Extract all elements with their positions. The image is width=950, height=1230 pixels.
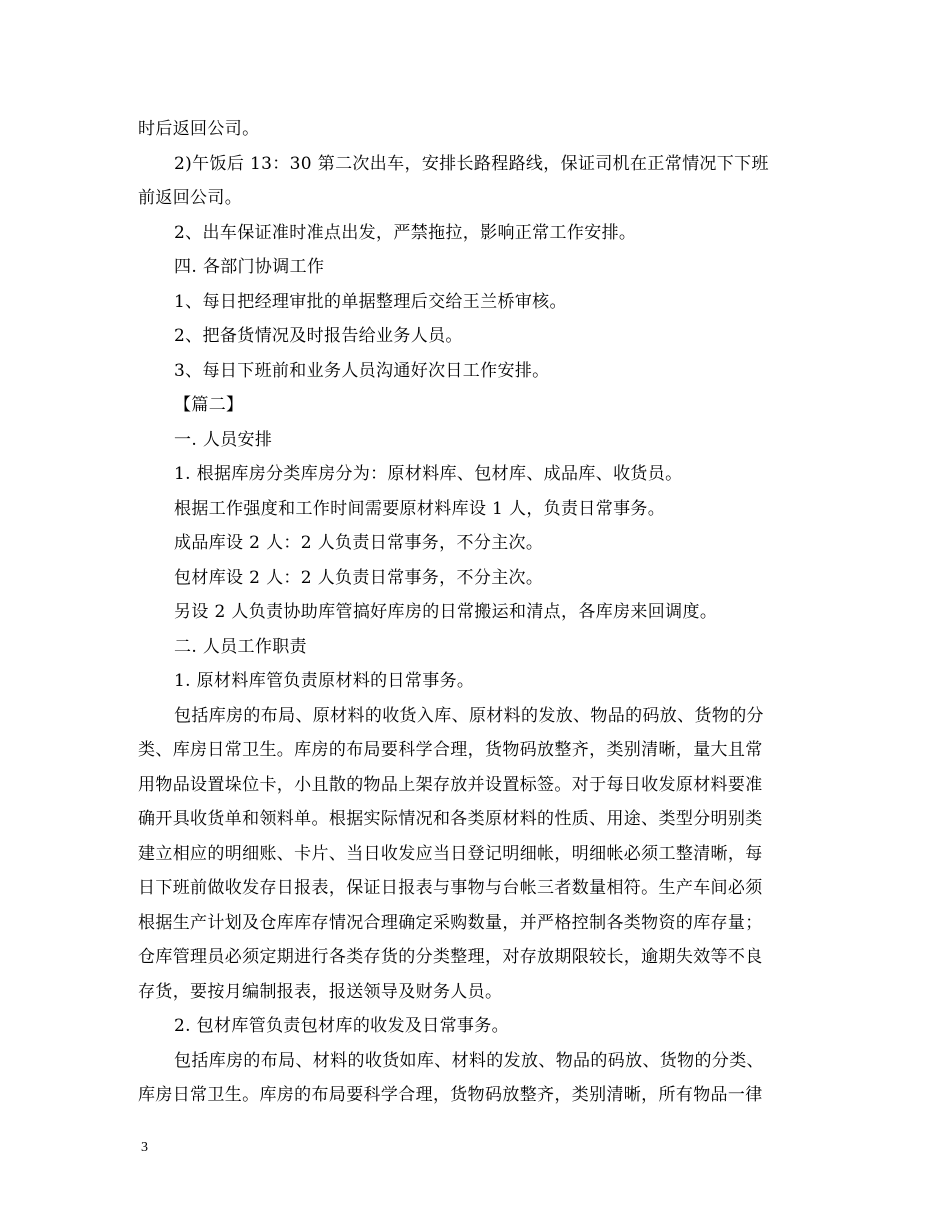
text-line: 2)午饭后 13：30 第二次出车，安排长路程路线，保证司机在正常情况下下班 — [174, 153, 769, 174]
text-line: 包括库房的布局、原材料的收货入库、原材料的发放、物品的码放、货物的分 — [174, 705, 764, 726]
text-line: 类、库房日常卫生。库房的布局要科学合理，货物码放整齐，类别清晰，量大且常 — [138, 740, 763, 760]
text-line: 存货，要按月编制报表，报送领导及财务人员。 — [138, 981, 503, 1002]
text-line: 确开具收货单和领料单。根据实际情况和各类原材料的性质、用途、类型分明别类 — [138, 809, 763, 829]
text-line: 建立相应的明细账、卡片、当日收发应当日登记明细帐，明细帐必须工整清晰，每 — [138, 843, 763, 864]
text-line: 时后返回公司。 — [138, 119, 260, 139]
text-line: 日下班前做收发存日报表，保证日报表与事物与台帐三者数量相符。生产车间必须 — [138, 878, 763, 898]
part-heading: 【篇二】 — [174, 395, 244, 415]
text-line: 1. 根据库房分类库房分为：原材料库、包材库、成品库、收货员。 — [174, 464, 683, 484]
text-line: 1. 原材料库管负责原材料的日常事务。 — [174, 671, 475, 691]
section-heading: 一. 人员安排 — [174, 429, 273, 450]
text-line: 2、把备货情况及时报告给业务人员。 — [174, 326, 463, 346]
section-heading: 四. 各部门协调工作 — [174, 257, 325, 277]
text-line: 3、每日下班前和业务人员沟通好次日工作安排。 — [174, 360, 550, 381]
text-line: 仓库管理员必须定期进行各类存货的分类整理，对存放期限较长，逾期失效等不良 — [138, 947, 763, 967]
text-line: 成品库设 2 人：2 人负责日常事务，不分主次。 — [174, 533, 544, 553]
text-line: 根据工作强度和工作时间需要原材料库设 1 人，负责日常事务。 — [174, 498, 666, 519]
text-line: 用物品设置垛位卡，小且散的物品上架存放并设置标签。对于每日收发原材料要准 — [138, 774, 763, 795]
text-line: 包材库设 2 人：2 人负责日常事务，不分主次。 — [174, 567, 544, 588]
document-body — [138, 112, 818, 1113]
section-heading: 二. 人员工作职责 — [174, 636, 307, 657]
text-line: 2、出车保证准时准点出发，严禁拖拉，影响正常工作安排。 — [174, 222, 637, 243]
text-line: 2. 包材库管负责包材库的收发及日常事务。 — [174, 1016, 509, 1036]
text-line: 库房日常卫生。库房的布局要科学合理，货物码放整齐，类别清晰，所有物品一律 — [138, 1085, 763, 1105]
page-number: 3 — [141, 1140, 148, 1155]
text-line: 另设 2 人负责协助库管搞好库房的日常搬运和清点，各库房来回调度。 — [174, 602, 718, 622]
text-line: 1、每日把经理审批的单据整理后交给王兰桥审核。 — [174, 291, 567, 312]
text-line: 根据生产计划及仓库库存情况合理确定采购数量，并严格控制各类物资的库存量； — [138, 912, 763, 933]
text-line: 前返回公司。 — [138, 188, 243, 208]
text-line: 包括库房的布局、材料的收货如库、材料的发放、物品的码放、货物的分类、 — [174, 1050, 764, 1071]
